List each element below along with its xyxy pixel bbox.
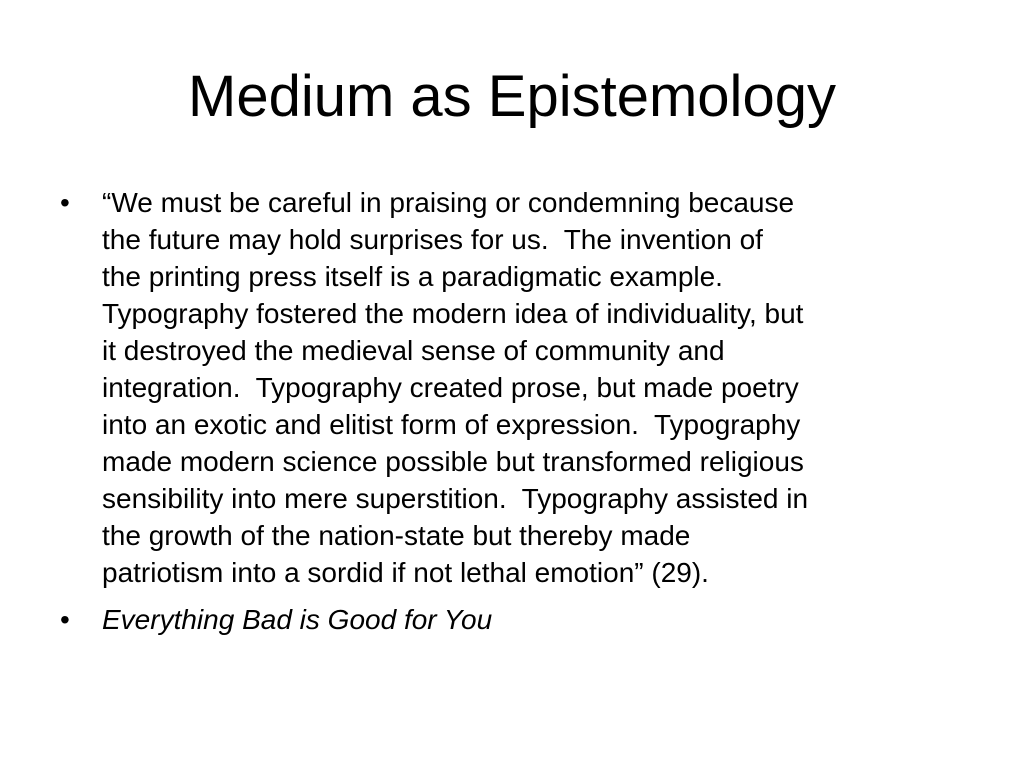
quote-line: into an exotic and elitist form of expression. Typography	[102, 409, 801, 440]
quote-line: it destroyed the medieval sense of community and	[102, 335, 725, 366]
quote-line: sensibility into mere superstition. Typography assisted in	[102, 483, 809, 514]
quote-line: the printing press itself is a paradigmatic example.	[102, 261, 723, 292]
quote-line: made modern science possible but transformed religious	[102, 446, 804, 477]
quote-line: the future may hold surprises for us. The invention of	[102, 224, 763, 255]
bullet-marker: •	[60, 187, 70, 218]
slide-title: Medium as Epistemology	[188, 64, 836, 129]
bullet-list	[58, 184, 988, 648]
bullet-item-book	[58, 601, 988, 638]
quote-line: the growth of the nation-state but thereby made	[102, 520, 691, 551]
quote-line: Typography fostered the modern idea of individuality, but	[102, 298, 804, 329]
quote-text	[102, 184, 988, 591]
quote-line: integration. Typography created prose, but made poetry	[102, 372, 799, 403]
quote-line: “We must be careful in praising or condemning because	[102, 187, 795, 218]
quote-line: patriotism into a sordid if not lethal emotion” (29).	[102, 557, 709, 588]
bullet-marker: •	[60, 604, 70, 635]
bullet-item-quote	[58, 184, 988, 591]
book-title: Everything Bad is Good for You	[102, 604, 493, 635]
